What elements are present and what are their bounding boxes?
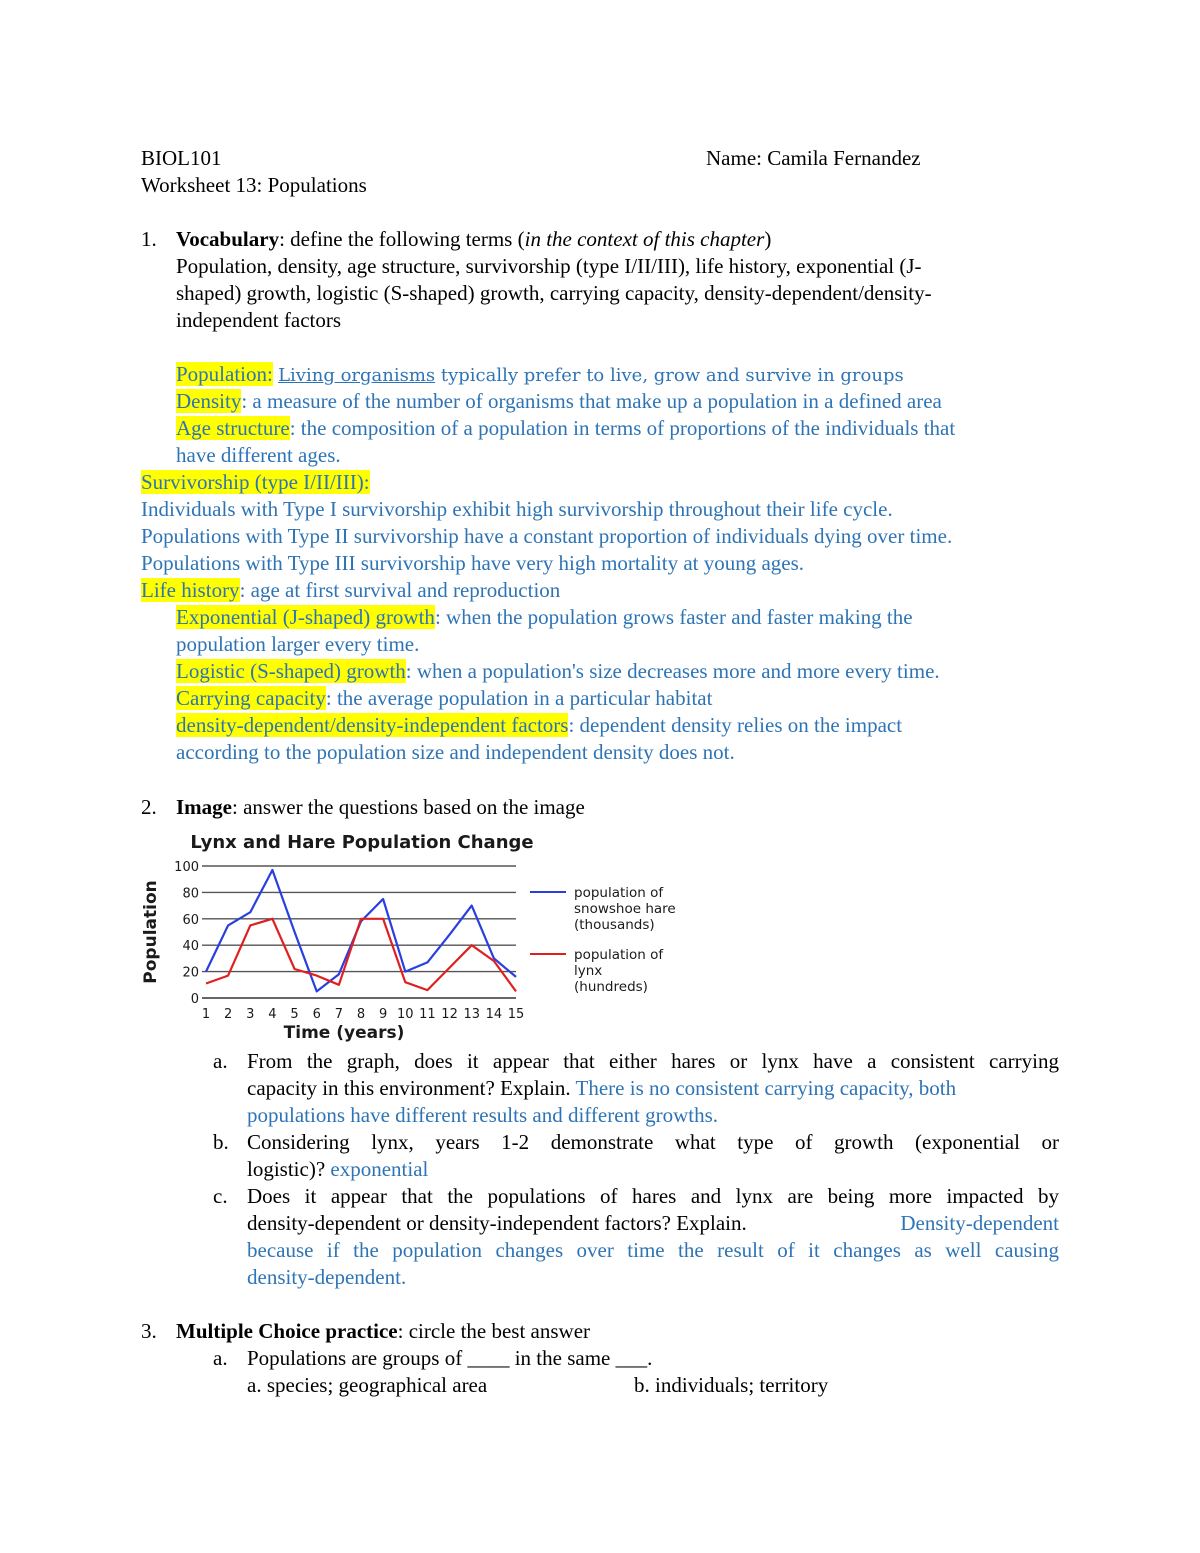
q1-number: 1. [141,227,157,251]
q2a-line-2 [247,1075,956,1101]
y-tick-label: 60 [182,912,199,928]
student-name: Name: Camila Fernandez [706,146,921,170]
population-underlined: Living organisms [278,365,436,386]
term-age-structure: Age structure [176,416,290,440]
q2c-question-2: density-dependent or density-independent factors? Explain. [247,1211,747,1235]
worksheet-title: Worksheet 13: Populations [141,173,367,197]
y-tick-label: 20 [182,965,199,981]
surv-line-1: Individuals with Type I survivorship exhibit high survivorship throughout their life cycle. [141,497,893,521]
def-survivorship [141,469,370,495]
term-population: Population: [176,362,273,386]
term-density-factors: density-dependent/density-independent factors [176,713,569,737]
chart-grid [202,866,516,998]
def-density-factors [176,712,902,738]
q2c-line-2 [247,1210,1059,1236]
x-tick-label: 1 [201,1007,211,1022]
q1-terms-line-2: shaped) growth, logistic (S-shaped) growth, carrying capacity, density-dependent/density- [176,281,932,305]
q1-instr: : define the following terms ( [279,227,525,251]
q2a-question-1: From the graph, does it appear that either hares or lynx have a consistent carrying [247,1049,1059,1073]
q3a-option-a[interactable]: a. species; geographical area [247,1373,488,1397]
q1-instr-end: ) [764,227,772,251]
lynx-series-line [206,919,516,992]
legend-label: (hundreds) [574,979,648,995]
q2a-answer-2: populations have different results and different growths. [247,1103,719,1127]
def-exponential [176,604,913,630]
q2b-question-1: Considering lynx, years 1-2 demonstrate what type of growth (exponential or [247,1130,1059,1154]
x-tick-label: 15 [507,1007,525,1022]
x-tick-label: 4 [268,1007,277,1022]
q1-terms-line-1: Population, density, age structure, survivorship (type I/II/III), life history, exponential (J- [176,254,922,278]
density-def: : a measure of the number of organisms that make up a population in a defined area [241,389,942,413]
q2c-answer-1: Density-dependent [900,1211,1059,1235]
legend-label: (thousands) [574,917,655,933]
life-def: : age at first survival and reproduction [239,578,561,602]
term-density: Density [176,389,242,413]
q2-heading [141,794,585,820]
q2c-answer-3: density-dependent. [247,1265,407,1289]
legend-label: snowshoe hare [574,901,676,917]
def-age-structure [176,415,955,441]
exp-def-2: population larger every time. [176,632,420,656]
q3-number: 3. [141,1319,157,1343]
course-code: BIOL101 [141,146,222,170]
lynx-hare-chart [138,826,688,1046]
q1-heading [141,226,771,252]
exp-def-1: : when the population grows faster and faster making the [434,605,913,629]
q2a-question-2: capacity in this environment? Explain. [247,1076,571,1100]
q2b-answer: exponential [325,1157,429,1181]
q3-instr: : circle the best answer [397,1319,591,1343]
x-tick-label: 9 [379,1007,388,1022]
q3a-option-b[interactable]: b. individuals; territory [634,1373,829,1397]
q2-instr: : answer the questions based on the image [232,795,585,819]
term-survivorship: Survivorship (type I/II/III): [141,470,370,494]
x-tick-label: 8 [356,1007,366,1022]
x-tick-label: 5 [290,1007,299,1022]
x-tick-label: 12 [441,1007,458,1022]
chart-legend [530,885,676,995]
def-density [176,388,942,414]
def-carrying-capacity [176,685,712,711]
q3-heading [141,1318,590,1344]
dd-def-1: : dependent density relies on the impact [568,713,903,737]
dd-def-2: according to the population size and independent density does not. [176,740,735,764]
y-tick-label: 40 [182,939,199,955]
def-life-history [141,577,560,603]
chart-series [206,870,516,992]
q2-title: Image [176,795,232,819]
y-tick-label: 0 [190,992,199,1007]
q3a-question: Populations are groups of ____ in the same ___. [247,1346,653,1370]
q1-terms-line-3: independent factors [176,308,342,332]
legend-label: lynx [574,963,603,979]
q1-title: Vocabulary [176,227,280,251]
term-life-history: Life history [141,578,240,602]
term-logistic: Logistic (S-shaped) growth [176,659,406,683]
y-tick-label: 80 [182,886,199,902]
chart-x-axis-label: Time (years) [283,1023,405,1043]
q2c-question-1: Does it appear that the populations of hares and lynx are being more impacted by [247,1184,1059,1208]
age-def-1: : the composition of a population in terms of proportions of the individuals that [289,416,956,440]
q2c-answer-2: because if the population changes over time the result of it changes as well causing [247,1238,1059,1262]
q2b-letter: b. [213,1130,229,1154]
x-tick-label: 14 [485,1007,503,1022]
y-tick-label: 100 [174,860,199,875]
hare-series-line [206,870,516,991]
term-exponential: Exponential (J-shaped) growth [176,605,435,629]
q2a-answer-1: There is no consistent carrying capacity, both [570,1076,957,1100]
x-tick-label: 3 [246,1007,255,1022]
def-logistic [176,658,940,684]
log-def: : when a population's size decreases more and more every time. [405,659,940,683]
x-tick-label: 10 [397,1007,414,1022]
chart-y-axis-label: Population [141,880,161,984]
population-def: typically prefer to live, grow and survive in groups [435,365,904,386]
q3a-letter: a. [213,1346,228,1370]
q2b-question-2: logistic)? [247,1157,326,1181]
legend-label: population of [574,947,664,963]
x-tick-label: 7 [334,1007,343,1022]
x-tick-label: 13 [463,1007,480,1022]
q2c-letter: c. [213,1184,228,1208]
legend-label: population of [574,885,664,901]
x-tick-label: 2 [224,1007,233,1022]
cc-def: : the average population in a particular habitat [325,686,713,710]
surv-line-3: Populations with Type III survivorship have very high mortality at young ages. [141,551,805,575]
def-population [176,361,904,389]
term-carrying-capacity: Carrying capacity [176,686,326,710]
q2b-line-2 [247,1156,428,1182]
surv-line-2: Populations with Type II survivorship have a constant proportion of individuals dying over time. [141,524,953,548]
x-tick-label: 6 [312,1007,321,1022]
q1-instr-italic: in the context of this chapter [524,227,765,251]
age-def-2: have different ages. [176,443,341,467]
q2a-letter: a. [213,1049,228,1073]
q3-title: Multiple Choice practice [176,1319,398,1343]
q2-number: 2. [141,795,157,819]
x-tick-label: 11 [419,1007,436,1022]
chart-title: Lynx and Hare Population Change [190,832,534,853]
